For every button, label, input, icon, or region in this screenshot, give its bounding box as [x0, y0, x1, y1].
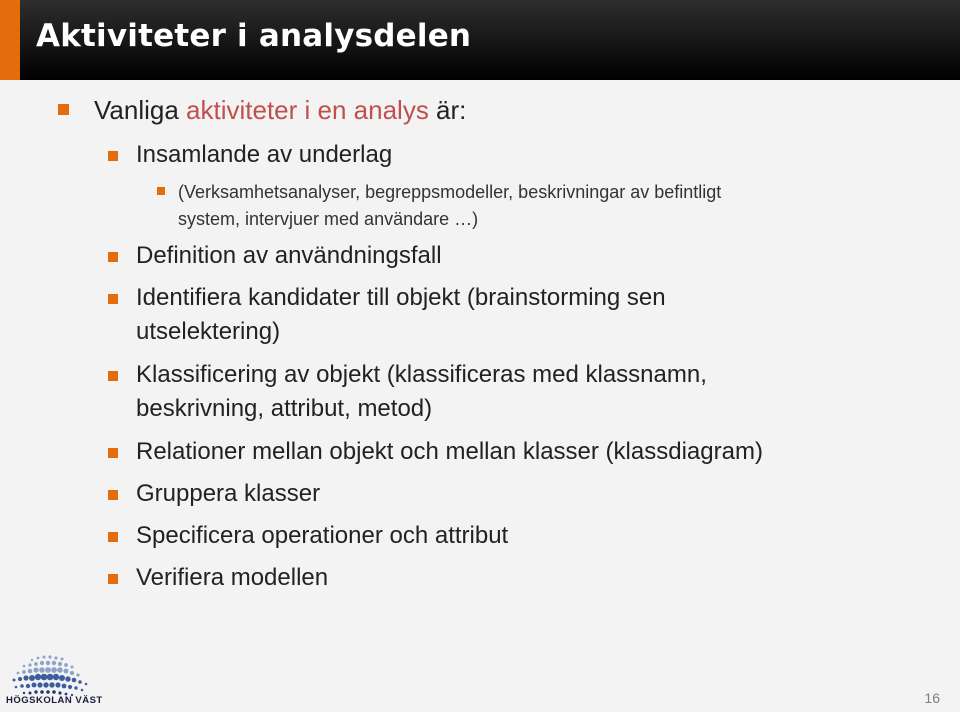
list-item: Insamlande av underlag — [136, 141, 393, 168]
bullet-square-icon — [108, 371, 118, 381]
list-item: Definition av användningsfall — [136, 242, 442, 269]
logo-text: HÖGSKOLAN VÄST — [6, 695, 103, 706]
list-item: Verifiera modellen — [136, 564, 329, 591]
list-item: Relationer mellan objekt och mellan klasser (klassdiagram) — [136, 438, 763, 465]
slide-title: Aktiviteter i analysdelen — [36, 18, 472, 54]
bullet-square-icon — [58, 104, 69, 115]
bullet-square-icon — [108, 532, 118, 542]
intro-highlight: aktiviteter i en analys — [186, 95, 429, 125]
bullet-square-icon — [108, 448, 118, 458]
bullet-square-icon — [108, 252, 118, 262]
page-number: 16 — [924, 690, 940, 706]
list-item: Gruppera klasser — [136, 480, 321, 507]
list-item: Identifiera kandidater till objekt (brainstorming sen — [136, 284, 666, 311]
list-item: Klassificering av objekt (klassificeras med klassnamn, — [136, 361, 707, 388]
list-item-continuation: utselektering) — [136, 318, 281, 345]
bullet-square-icon — [108, 574, 118, 584]
bullet-square-icon — [108, 151, 118, 161]
bullet-square-icon — [157, 187, 165, 195]
list-item: Specificera operationer och attribut — [136, 522, 509, 549]
title-bar — [0, 0, 960, 80]
sub-item-line: system, intervjuer med användare …) — [178, 209, 479, 229]
bullet-square-icon — [108, 294, 118, 304]
sub-item-line: (Verksamhetsanalyser, begreppsmodeller, beskrivningar av befintligt — [178, 182, 722, 202]
list-item-continuation: beskrivning, attribut, metod) — [136, 395, 433, 422]
title-accent — [0, 0, 20, 80]
intro-line: Vanliga aktiviteter i en analys är: — [94, 95, 467, 125]
bullet-square-icon — [108, 490, 118, 500]
